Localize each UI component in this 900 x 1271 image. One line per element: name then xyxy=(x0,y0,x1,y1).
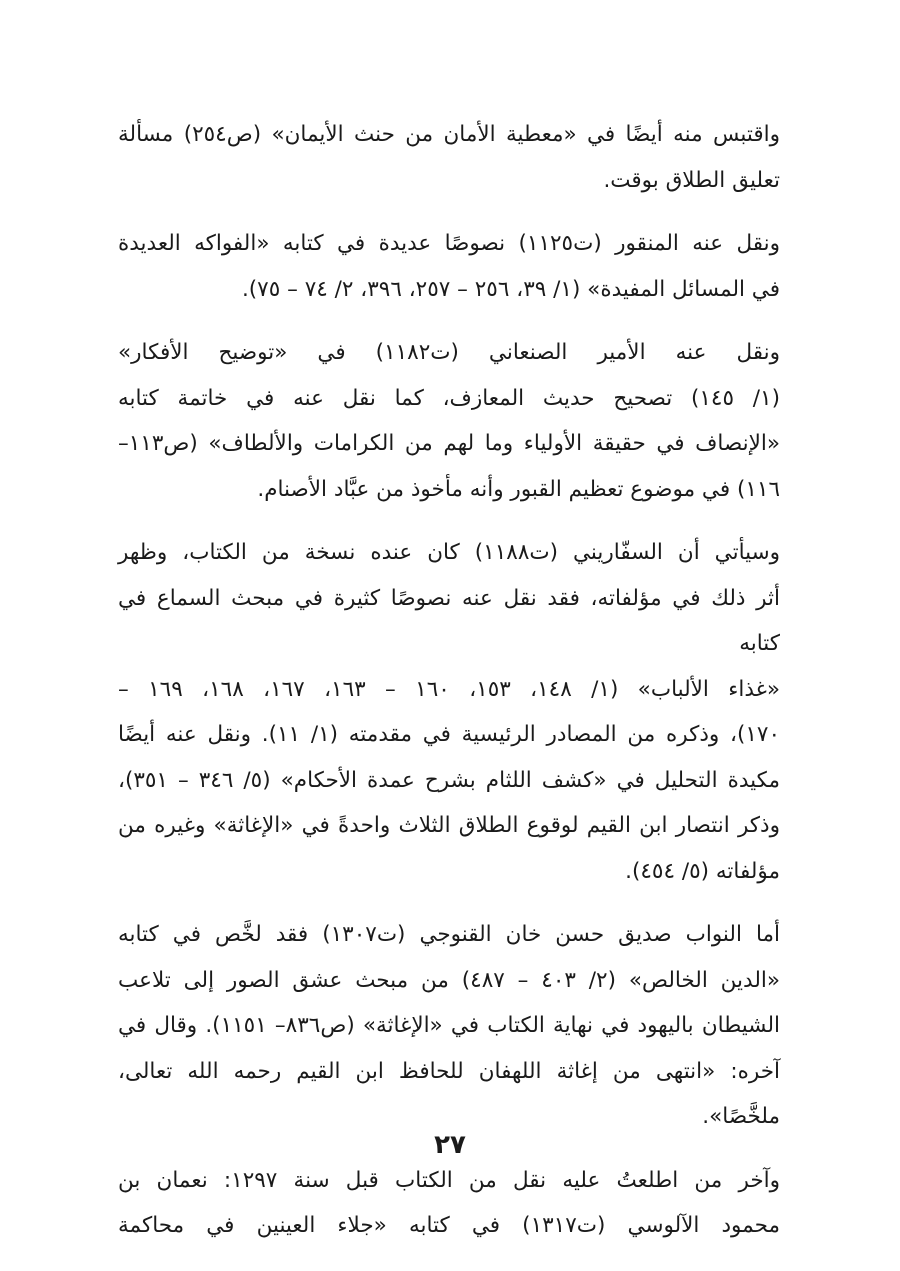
paragraph-4 xyxy=(118,530,780,894)
text-line: آخره: «انتهى من إغاثة اللهفان للحافظ ابن القيم رحمه الله تعالى، ملخَّصًا». xyxy=(118,1058,780,1129)
text-line: محمود الآلوسي (ت١٣١٧) في كتابه «جلاء العينين في محاكمة xyxy=(118,1213,780,1238)
text-line: أثر ذلك في مؤلفاته، فقد نقل عنه نصوصًا كثيرة في مبحث السماع في كتابه xyxy=(118,585,780,656)
paragraph-1 xyxy=(118,112,780,203)
text-line: وسيأتي أن السفّاريني (ت١١٨٨) كان عنده نسخة من الكتاب، وظهر xyxy=(118,540,781,565)
text-line: الشيطان باليهود في نهاية الكتاب في «الإغاثة» (ص٨٣٦– ١١٥١). وقال في xyxy=(118,1013,780,1038)
text-line: واقتبس منه أيضًا في «معطية الأمان من حنث الأيمان» (ص٢٥٤) مسألة xyxy=(118,122,780,147)
paragraph-6 xyxy=(118,1158,780,1249)
text-line: أما النواب صديق حسن خان القنوجي (ت١٣٠٧) فقد لخَّص في كتابه xyxy=(118,922,780,947)
text-line: في المسائل المفيدة» (١/ ٣٩، ٢٥٦ – ٢٥٧، ٣٩٦، ٢/ ٧٤ – ٧٥). xyxy=(241,276,780,302)
text-line: وآخر من اطلعتُ عليه نقل من الكتاب قبل سنة ١٢٩٧: نعمان بن xyxy=(118,1167,781,1193)
paragraph-2 xyxy=(118,221,780,312)
text-line: «الإنصاف في حقيقة الأولياء وما لهم من الكرامات والألطاف» (ص١١٣– xyxy=(118,431,780,456)
text-line: مكيدة التحليل في «كشف اللثام بشرح عمدة الأحكام» (٥/ ٣٤٦ – ٣٥١)، xyxy=(118,767,780,793)
text-line: ونقل عنه الأمير الصنعاني (ت١١٨٢) في «توضيح الأفكار» xyxy=(118,340,780,365)
text-line: ١٧٠)، وذكره من المصادر الرئيسية في مقدمته (١/ ١١). ونقل عنه أيضًا xyxy=(118,722,781,747)
text-line: تعليق الطلاق بوقت. xyxy=(603,167,780,193)
page-number: ٢٧ xyxy=(434,1130,466,1160)
text-line: ١١٦) في موضوع تعظيم القبور وأنه مأخوذ من عبَّاد الأصنام. xyxy=(257,476,780,502)
text-line: مؤلفاته (٥/ ٤٥٤). xyxy=(625,858,780,884)
text-line: ونقل عنه المنقور (ت١١٢٥) نصوصًا عديدة في كتابه «الفواكه العديدة xyxy=(118,231,780,256)
text-line: «الدين الخالص» (٢/ ٤٠٣ – ٤٨٧) من مبحث عشق الصور إلى تلاعب xyxy=(118,967,780,993)
paragraph-5 xyxy=(118,912,780,1140)
text-line: (١/ ١٤٥) تصحيح حديث المعازف، كما نقل عنه في خاتمة كتابه xyxy=(118,385,780,411)
body-text xyxy=(118,112,780,1267)
paragraph-3 xyxy=(118,330,780,512)
text-line: «غذاء الألباب» (١/ ١٤٨، ١٥٣، ١٦٠ – ١٦٣، ١٦٧، ١٦٨، ١٦٩ – xyxy=(118,676,781,702)
text-line: وذكر انتصار ابن القيم لوقوع الطلاق الثلاث واحدةً في «الإغاثة» وغيره من xyxy=(118,813,780,838)
